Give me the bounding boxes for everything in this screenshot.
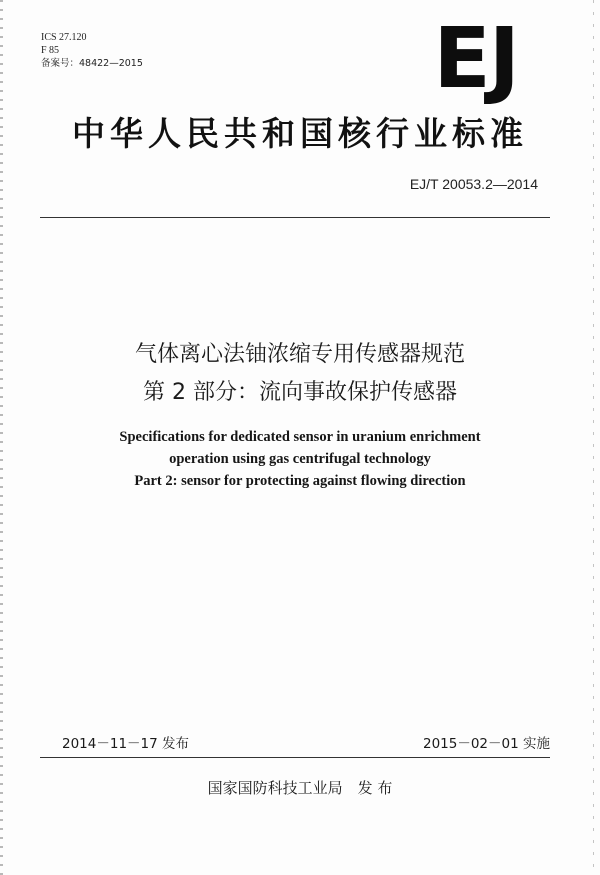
classification-code: F 85 — [41, 45, 60, 56]
implementation-date: 2015－02－01 实施 — [422, 736, 550, 752]
english-title-line-3: Part 2: sensor for protecting against flowing direction — [134, 473, 466, 489]
chinese-title-line-1: 气体离心法铀浓缩专用传感器规范 — [134, 342, 465, 367]
english-title-line-1: Specifications for dedicated sensor in uranium enrichment — [119, 429, 481, 445]
standard-code: EJ/T 20053.2—2014 — [409, 176, 538, 192]
bottom-divider — [40, 757, 550, 758]
filing-number: 备案号：48422—2015 — [41, 58, 143, 69]
ej-logo: EJ — [433, 9, 518, 107]
standard-title: 中华人民共和国核行业标准 — [72, 114, 528, 153]
english-title-line-2: operation using gas centrifugal technology — [169, 451, 431, 467]
classification-block — [41, 31, 143, 70]
issue-date: 2014－11－17 发布 — [62, 736, 190, 752]
ics-code: ICS 27.120 — [41, 32, 87, 43]
publisher: 国家国防科技工业局 发 布 — [207, 779, 393, 797]
top-divider — [40, 217, 550, 218]
chinese-title-line-2: 第 2 部分：流向事故保护传感器 — [143, 380, 457, 405]
